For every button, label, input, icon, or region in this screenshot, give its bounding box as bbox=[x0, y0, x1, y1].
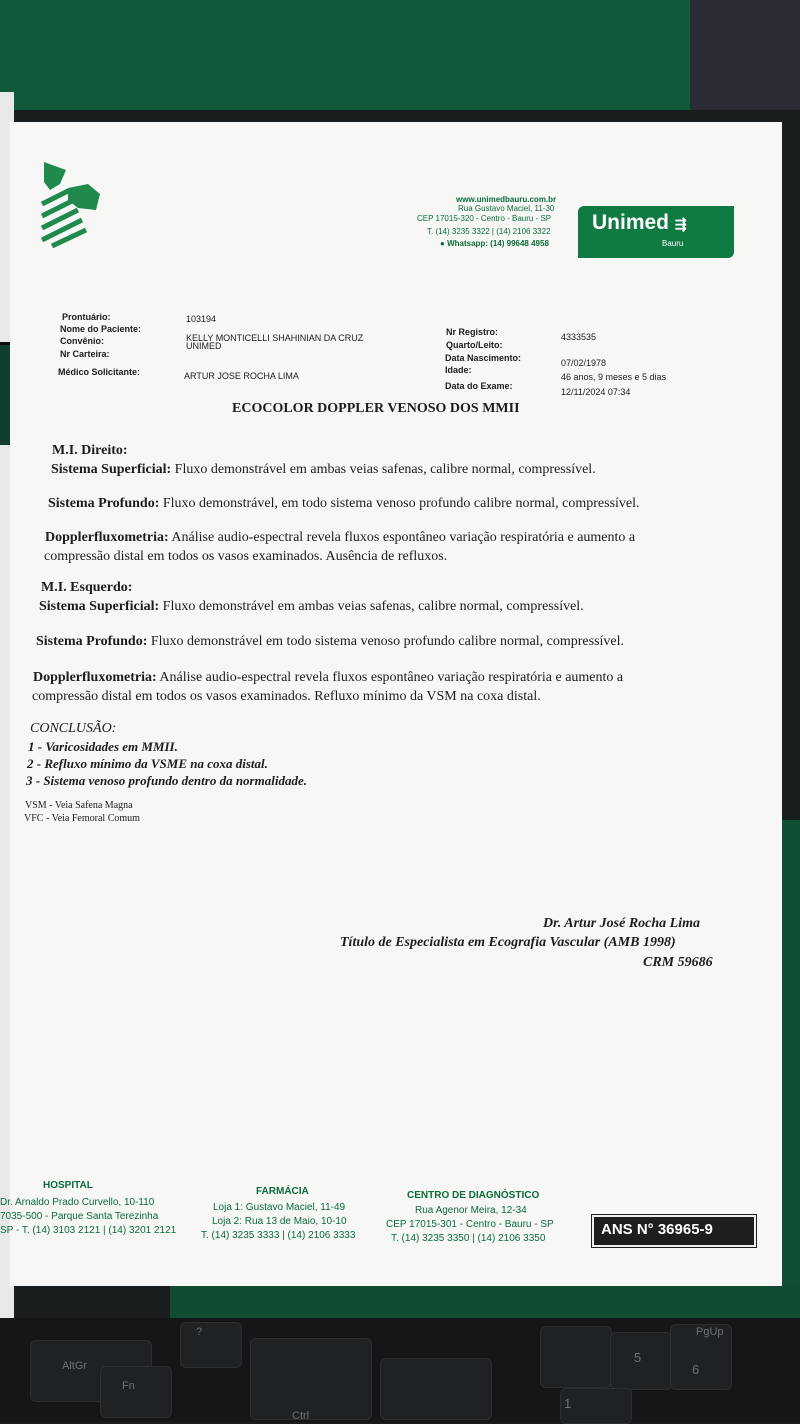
right-superficial-text: Fluxo demonstrável em ambas veias safenas, calibre normal, compressível. bbox=[174, 462, 596, 477]
footer-cd-line3: T. (14) 3235 3350 | (14) 2106 3350 bbox=[391, 1233, 546, 1244]
key-label-fn: Fn bbox=[122, 1380, 135, 1392]
conclusion-item-3: 3 - Sistema venoso profundo dentro da normalidade. bbox=[26, 773, 307, 788]
left-superficial-text: Fluxo demonstrável em ambas veias safenas, calibre normal, compressível. bbox=[162, 599, 584, 614]
footer-farmacia-line3: T. (14) 3235 3333 | (14) 2106 3333 bbox=[201, 1230, 356, 1241]
left-doppler-text2: compressão distal em todos os vasos examinados. Refluxo mínimo da VSM na coxa distal. bbox=[32, 689, 541, 704]
footer-cd-title: CENTRO DE DIAGNÓSTICO bbox=[407, 1190, 540, 1201]
idade-value: 46 anos, 9 meses e 5 dias bbox=[561, 372, 667, 382]
header-phones: T. (14) 3235 3322 | (14) 2106 3322 bbox=[427, 227, 551, 236]
signature-title: Título de Especialista em Ecografia Vascular (AMB 1998) bbox=[340, 935, 676, 950]
right-profundo-line bbox=[48, 496, 640, 512]
left-leg-heading: M.I. Esquerdo: bbox=[41, 580, 133, 595]
unimed-brand-badge bbox=[578, 206, 734, 258]
key-arrow bbox=[380, 1358, 492, 1420]
key-label-1: 1 bbox=[564, 1396, 572, 1411]
key-label-ctrl: Ctrl bbox=[292, 1410, 310, 1422]
key-label-question: ? bbox=[196, 1326, 203, 1338]
ans-number: ANS N° 36965-9 bbox=[601, 1221, 713, 1238]
key-question bbox=[180, 1322, 242, 1368]
header-website: www.unimedbauru.com.br bbox=[456, 195, 557, 204]
left-profundo-text: Fluxo demonstrável em todo sistema venoso profundo calibre normal, compressível. bbox=[150, 634, 625, 649]
right-profundo-text: Fluxo demonstrável, em todo sistema venoso profundo calibre normal, compressível. bbox=[162, 496, 640, 511]
header-address-line1: Rua Gustavo Maciel, 11-30 bbox=[458, 204, 555, 213]
whatsapp-icon: ● bbox=[440, 239, 448, 248]
right-green-strip bbox=[782, 820, 800, 1340]
right-profundo-label: Sistema Profundo: bbox=[48, 496, 160, 511]
key-fn bbox=[100, 1366, 172, 1418]
nascimento-label: Data Nascimento: bbox=[445, 353, 522, 363]
header-whatsapp bbox=[440, 239, 549, 248]
folder-dark-corner bbox=[690, 0, 800, 110]
nascimento-value: 07/02/1978 bbox=[561, 358, 607, 368]
footer-hospital-title: HOSPITAL bbox=[43, 1180, 93, 1191]
exame-value: 12/11/2024 07:34 bbox=[561, 387, 631, 397]
footer-hospital-line1: Dr. Arnaldo Prado Curvello, 10-110 bbox=[0, 1197, 155, 1208]
key-label-pgup: PgUp bbox=[696, 1326, 724, 1338]
right-doppler-text2: compressão distal em todos os vasos examinados. Ausência de refluxos. bbox=[44, 549, 448, 564]
prontuario-value: 103194 bbox=[186, 314, 217, 324]
signature-crm: CRM 59686 bbox=[643, 955, 713, 970]
carteira-label: Nr Carteira: bbox=[60, 349, 110, 359]
footer-hospital-line3: SP - T. (14) 3103 2121 | (14) 3201 2121 bbox=[0, 1225, 177, 1236]
medico-label: Médico Solicitante: bbox=[58, 367, 141, 377]
left-profundo-line bbox=[36, 634, 624, 650]
left-doppler-line1 bbox=[33, 670, 623, 686]
brand-name bbox=[592, 211, 687, 235]
report-title: ECOCOLOR DOPPLER VENOSO DOS MMII bbox=[232, 401, 520, 416]
keyboard bbox=[0, 1318, 800, 1422]
right-superficial-line bbox=[51, 462, 596, 478]
left-doppler-label: Dopplerfluxometria: bbox=[33, 670, 157, 685]
header-whatsapp-text: Whatsapp: (14) 99648 4958 bbox=[447, 239, 549, 248]
footer-hospital-line2: 7035-500 - Parque Santa Terezinha bbox=[0, 1211, 159, 1222]
key-left bbox=[540, 1326, 612, 1388]
registro-label: Nr Registro: bbox=[446, 327, 499, 337]
unimed-logo-icon bbox=[38, 160, 104, 250]
right-leg-heading: M.I. Direito: bbox=[52, 443, 128, 458]
brand-name-text: Unimed bbox=[592, 211, 670, 234]
footer-cd-line1: Rua Agenor Meira, 12-34 bbox=[415, 1205, 527, 1216]
quarto-label: Quarto/Leito: bbox=[446, 340, 503, 350]
key-label-5: 5 bbox=[634, 1350, 642, 1365]
ans-badge bbox=[592, 1215, 756, 1247]
key-label-6: 6 bbox=[692, 1362, 700, 1377]
footer-farmacia-line2: Loja 2: Rua 13 de Maio, 10-10 bbox=[212, 1216, 347, 1227]
signature-name: Dr. Artur José Rocha Lima bbox=[543, 916, 701, 931]
footer-farmacia-title: FARMÁCIA bbox=[256, 1186, 309, 1197]
right-doppler-label: Dopplerfluxometria: bbox=[45, 530, 169, 545]
registro-value: 4333535 bbox=[561, 332, 597, 342]
left-superficial-line bbox=[39, 599, 584, 615]
convenio-value: UNIMED bbox=[186, 341, 222, 351]
medico-value: ARTUR JOSE ROCHA LIMA bbox=[184, 371, 299, 381]
right-doppler-line1 bbox=[45, 530, 635, 546]
abbrev-vsm: VSM - Veia Safena Magna bbox=[25, 800, 133, 811]
conclusion-heading: CONCLUSÃO: bbox=[30, 721, 117, 736]
nome-value: KELLY MONTICELLI SHAHINIAN DA CRUZ bbox=[186, 333, 364, 343]
left-superficial-label: Sistema Superficial: bbox=[39, 599, 160, 614]
conclusion-item-2: 2 - Refluxo mínimo da VSME na coxa distal. bbox=[27, 756, 268, 771]
exame-label: Data do Exame: bbox=[445, 381, 513, 391]
left-profundo-label: Sistema Profundo: bbox=[36, 634, 148, 649]
brand-city: Bauru bbox=[662, 239, 684, 248]
convenio-label: Convênio: bbox=[60, 336, 104, 346]
abbrev-vfc: VFC - Veia Femoral Comum bbox=[24, 813, 140, 824]
key-ctrl bbox=[250, 1338, 372, 1420]
footer-cd-line2: CEP 17015-301 - Centro - Bauru - SP bbox=[386, 1219, 554, 1230]
right-superficial-label: Sistema Superficial: bbox=[51, 462, 172, 477]
brand-tree-icon: ⇶ bbox=[674, 216, 687, 232]
key-label-altgr: AltGr bbox=[62, 1360, 88, 1372]
green-folder bbox=[0, 0, 800, 110]
left-doppler-text1: Análise audio-espectral revela fluxos espontâneo variação respiratória e aumento a bbox=[159, 670, 624, 685]
nome-label: Nome do Paciente: bbox=[60, 324, 142, 334]
idade-label: Idade: bbox=[445, 365, 472, 375]
header-address-line2: CEP 17015-320 - Centro - Bauru - SP bbox=[417, 214, 552, 223]
footer-farmacia-line1: Loja 1: Gustavo Maciel, 11-49 bbox=[213, 1202, 346, 1213]
conclusion-item-1: 1 - Varicosidades em MMII. bbox=[28, 739, 178, 754]
prontuario-label: Prontuário: bbox=[62, 312, 111, 322]
right-doppler-text1: Análise audio-espectral revela fluxos espontâneo variação respiratória e aumento a bbox=[171, 530, 636, 545]
